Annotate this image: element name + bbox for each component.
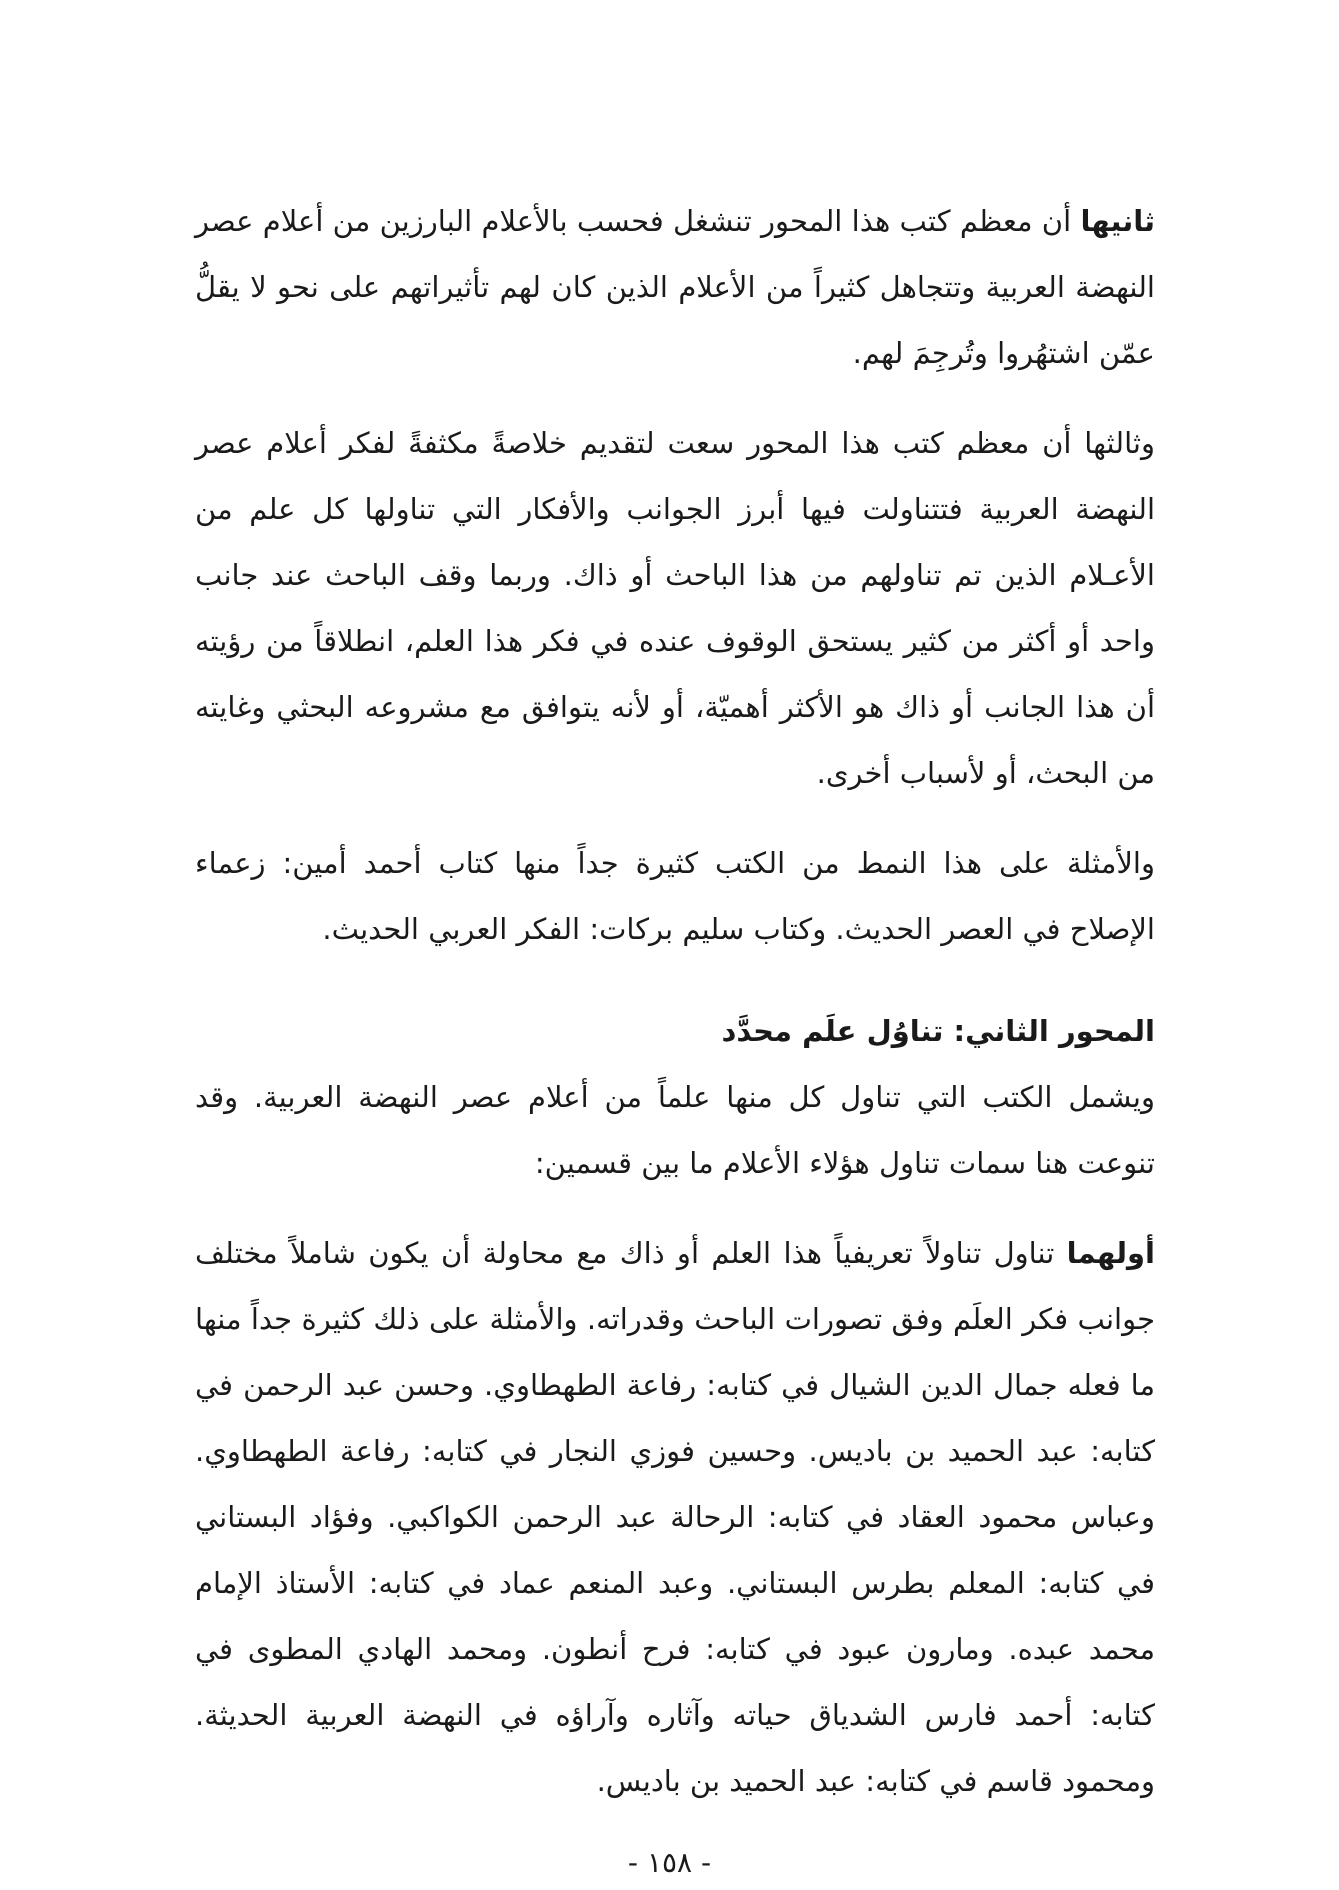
section-heading: المحور الثاني: تناوُل علَم محدَّد [721, 1014, 1155, 1048]
paragraph-text: وثالثها أن معظم كتب هذا المحور سعت لتقديم خلاصةً مكثفةً لفكر أعلام عصر النهضة العربية فتتناولت فيها أبرز الجوانب والأفكار التي تناولها كل علم من الأعـلام الذين تم تناولهم من هذا الباحث أو ذاك. وربما وقف الباحث عند جانب واحد أو أكثر من كثير يستحق الوقوف عنده في فكر هذا العلم، انطلاقاً من رؤيته أن هذا الجانب أو ذاك هو الأكثر أهميّة، أو لأنه يتوافق مع مشروعه البحثي وغايته من البحث، أو لأسباب أخرى. [195, 426, 1155, 790]
paragraph-first-type [195, 1220, 1155, 1814]
paragraph-text: أن معظم كتب هذا المحور تنشغل فحسب بالأعلام البارزين من أعلام عصر النهضة العربية وتتجاهل كثيراً من الأعلام الذين كان لهم تأثيراتهم على نحو لا يقلُّ عمّن اشتهُروا وتُرجِمَ لهم. [195, 204, 1155, 370]
paragraph-third-point [195, 410, 1155, 806]
paragraph-section-intro [195, 1064, 1155, 1196]
page-body [195, 188, 1155, 1838]
paragraph-lead: أولهما [1066, 1236, 1155, 1270]
paragraph-text: ويشمل الكتب التي تناول كل منها علماً من أعلام عصر النهضة العربية. وقد تنوعت هنا سمات تناول هؤلاء الأعلام ما بين قسمين: [195, 1080, 1155, 1180]
paragraph-examples [195, 830, 1155, 962]
paragraph-text: تناول تناولاً تعريفياً هذا العلم أو ذاك مع محاولة أن يكون شاملاً مختلف جوانب فكر العلَم وفق تصورات الباحث وقدراته. والأمثلة على ذلك كثيرة جداً منها ما فعله جمال الدين الشيال في كتابه: رفاعة الطهطاوي. وحسن عبد الرحمن في كتابه: عبد الحميد بن باديس. وحسين فوزي النجار في كتابه: رفاعة الطهطاوي. وعباس محمود العقاد في كتابه: الرحالة عبد الرحمن الكواكبي. وفؤاد البستاني في كتابه: المعلم بطرس البستاني. وعبد المنعم عماد في كتابه: الأستاذ الإمام محمد عبده. ومارون عبود في كتابه: فرح أنطون. ومحمد الهادي المطوى في كتابه: أحمد فارس الشدياق حياته وآثاره وآراؤه في النهضة العربية الحديثة. ومحمود قاسم في كتابه: عبد الحميد بن باديس. [195, 1236, 1155, 1798]
paragraph-second-point [195, 188, 1155, 386]
paragraph-text: والأمثلة على هذا النمط من الكتب كثيرة جداً منها كتاب أحمد أمين: زعماء الإصلاح في العصر الحديث. وكتاب سليم بركات: الفكر العربي الحديث. [195, 846, 1155, 946]
page-number: - ١٥٨ - [627, 1846, 712, 1879]
paragraph-lead: ثانيها [1080, 204, 1155, 238]
